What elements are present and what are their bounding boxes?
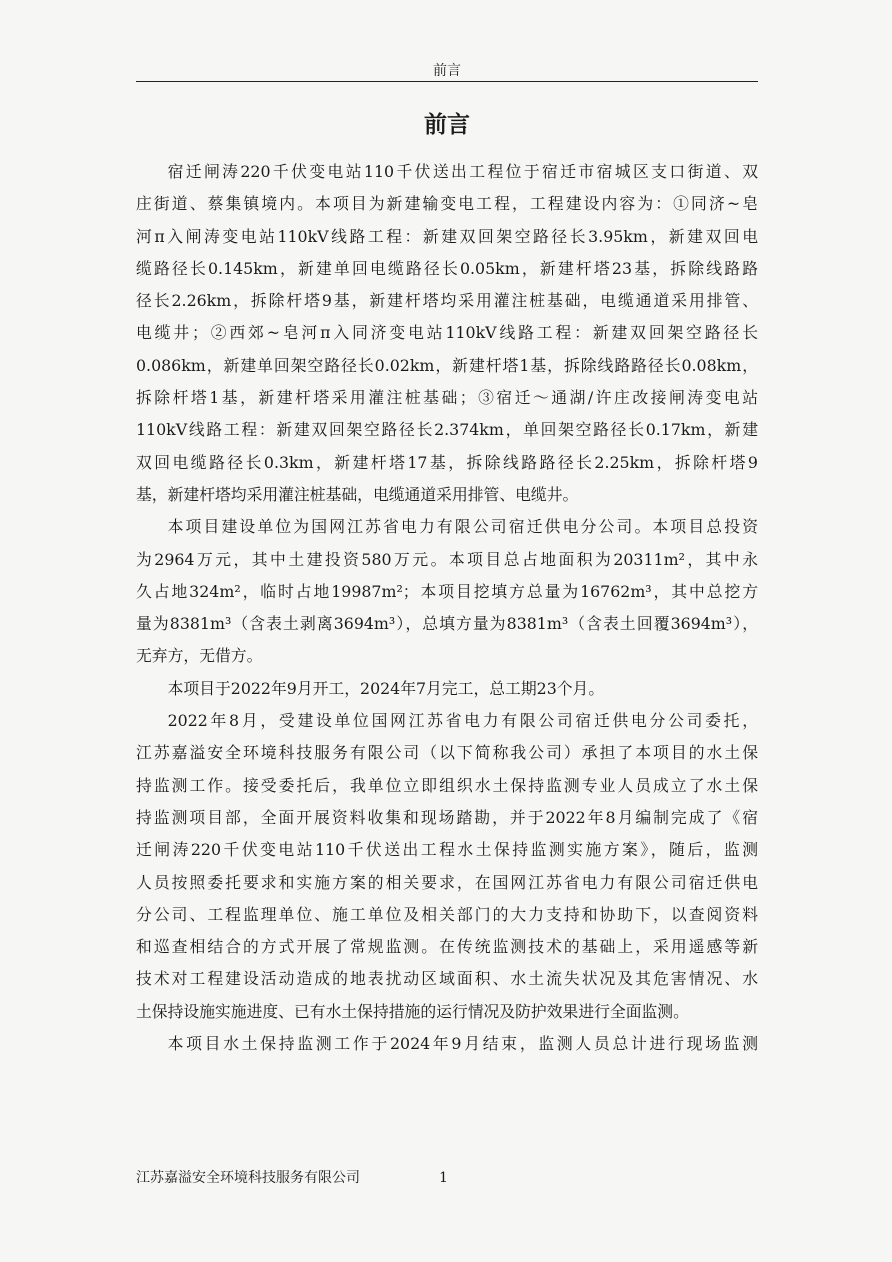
text-line: 分公司、工程监理单位、施工单位及相关部门的大力支持和协助下，以查阅资料 — [136, 904, 758, 924]
text-line: 2022年8月，受建设单位国网江苏省电力有限公司宿迁供电分公司委托， — [167, 711, 758, 731]
text-line: 人员按照委托要求和实施方案的相关要求，在国网江苏省电力有限公司宿迁供电 — [136, 872, 758, 892]
paragraph — [136, 156, 758, 511]
text-line: 拆除杆塔1基，新建杆塔采用灌注桩基础；③宿迁～通湖/许庄改接闸涛变电站 — [136, 388, 758, 408]
text-line: 电缆井；②西郊~皂河π入同济变电站110kV线路工程：新建双回架空路径长 — [136, 323, 758, 343]
text-line: 土保持设施实施进度、已有水土保持措施的运行情况及防护效果进行全面监测。 — [136, 1001, 689, 1021]
text-line: 庄街道、蔡集镇境内。本项目为新建输变电工程，工程建设内容为：①同济~皂 — [136, 194, 758, 214]
text-line: 基，新建杆塔均采用灌注桩基础，电缆通道采用排管、电缆井。 — [136, 484, 579, 504]
section-title: 前言 — [424, 111, 470, 138]
page-number: 1 — [439, 1170, 448, 1186]
paragraph — [136, 673, 758, 705]
text-line: 迁闸涛220千伏变电站110千伏送出工程水土保持监测实施方案》，随后，监测 — [136, 840, 758, 860]
text-line: 双回电缆路径长0.3km，新建杆塔17基，拆除线路路径长2.25km，拆除杆塔9 — [136, 452, 758, 472]
text-line: 为2964万元，其中土建投资580万元。本项目总占地面积为20311m²，其中永 — [136, 549, 758, 569]
text-line: 持监测项目部，全面开展资料收集和现场踏勘，并于2022年8月编制完成了《宿 — [136, 807, 758, 827]
text-line: 持监测工作。接受委托后，我单位立即组织水土保持监测专业人员成立了水土保 — [136, 775, 758, 795]
text-line: 110kV线路工程：新建双回架空路径长2.374km，单回架空路径长0.17km，新建 — [136, 420, 758, 440]
text-line: 久占地324m²，临时占地19987m²；本项目挖填方总量为16762m³，其中总挖方 — [136, 581, 758, 601]
text-line: 本项目建设单位为国网江苏省电力有限公司宿迁供电分公司。本项目总投资 — [167, 517, 758, 537]
text-line: 量为8381m³（含表土剥离3694m³），总填方量为8381m³（含表土回覆3694m³）， — [136, 614, 758, 634]
footer-company: 江苏嘉溢安全环境科技服务有限公司 — [136, 1170, 360, 1186]
text-line: 本项目水土保持监测工作于2024年9月结束，监测人员总计进行现场监测 — [167, 1034, 758, 1054]
paragraph — [136, 511, 758, 672]
text-line: 宿迁闸涛220千伏变电站110千伏送出工程位于宿迁市宿城区支口街道、双 — [167, 162, 758, 181]
text-line: 缆路径长0.145km，新建单回电缆路径长0.05km，新建杆塔23基，拆除线路路 — [136, 258, 758, 278]
document-body — [136, 156, 758, 1060]
header-rule — [136, 81, 758, 82]
text-line: 本项目于2022年9月开工，2024年7月完工，总工期23个月。 — [167, 678, 605, 698]
text-line: 径长2.26km，拆除杆塔9基，新建杆塔均采用灌注桩基础，电缆通道采用排管、 — [136, 291, 758, 311]
running-header: 前言 — [433, 63, 461, 79]
text-line: 和巡查相结合的方式开展了常规监测。在传统监测技术的基础上，采用遥感等新 — [136, 937, 758, 957]
paragraph — [136, 705, 758, 1028]
text-line: 无弃方，无借方。 — [136, 646, 263, 666]
text-line: 技术对工程建设活动造成的地表扰动区域面积、水土流失状况及其危害情况、水 — [136, 969, 758, 989]
paragraph — [136, 1028, 758, 1060]
text-line: 河π入闸涛变电站110kV线路工程：新建双回架空路径长3.95km，新建双回电 — [136, 226, 758, 246]
text-line: 0.086km，新建单回架空路径长0.02km，新建杆塔1基，拆除线路路径长0.08km， — [136, 355, 758, 375]
text-line: 江苏嘉溢安全环境科技服务有限公司（以下简称我公司）承担了本项目的水土保 — [136, 743, 758, 763]
